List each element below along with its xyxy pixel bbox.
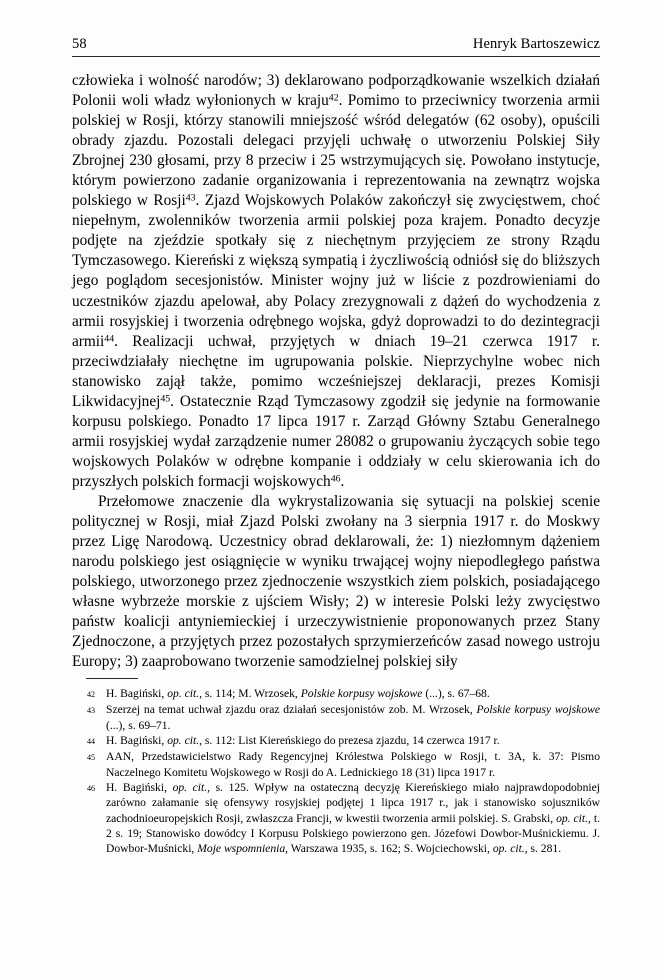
footnote-reference[interactable]: 46 [330,473,341,485]
text-run: , t. 2 s. 19; Stanowisko dowódcy I Korpusu Polskiego powierzono gen. Józefowi Dowbor-Muśnickiemu. J. Dowbor-Muśnicki, [106,811,600,856]
text-run: , s. 112: List Kiereńskiego do prezesa zjazdu, 14 czerwca 1917 r. [199,734,500,748]
footnote-separator-rule [86,678,138,679]
text-run: AAN, Przedstawicielstwo Rady Regencyjnej Królestwa Polskiego w Rosji, t. 3A, k. 37: Pismo Naczelnego Komitetu Wojskowego w Rosji do A. Lednickiego 18 (31) lipca 1917 r. [106,750,600,779]
body-paragraph [72,492,600,672]
footnote-number: 46 [87,784,96,794]
footnote-number: 45 [87,753,96,763]
page-content [72,36,600,672]
text-run: . Realizacji uchwał, przyjętych w dniach 19–21 czerwca 1917 r. przeciwdziałały niechętne im ugrupowania polskie. Nieprzychylne wobec nich stanowisko zajął także, pomimo wcześniejszej deklaracji, prezes Komisji Likwidacyjnej [72,332,600,410]
text-run: . Pomimo to przeciwnicy tworzenia armii polskiej w Rosji, którzy stanowili mniejszość wśród delegatów (62 osoby), opuścili obrady zjazdu. Pozostali delegaci przyjęli uchwałę o utworzeniu Polskiej Siły Zbrojnej 230 głosami, przy 8 przeciw i 25 wstrzymujących się. Powołano instytucje, którym powierzono zadanie organizowania i reprezentowania na zewnątrz wojska polskiego w Rosji [72,92,600,210]
italic-title: Moje wspomnienia [197,842,286,856]
text-run: . Zjazd Wojskowych Polaków zakończył się zwycięstwem, choć niepełnym, zwolenników tworzenia armii polskiej poza krajem. Ponadto decyzje podjęte na zjeździe spotkały się z niechętnym przyjęciem ze strony Rządu Tymczasowego. Kiereński z większą sympatią i życzliwością odniósł się do bliższych jego poglądom secesjonistów. Minister wojny już w liście z pozdrowieniami do uczestników zjazdu apelował, aby Polacy zrezygnowali z dążeń do wychodzenia z armii rosyjskiej i tworzenia odrębnego wojska, gdyż doprowadzi to do dezintegracji armii [72,192,600,350]
footnote-reference[interactable]: 45 [160,393,171,405]
italic-title: Polskie korpusy wojskowe [476,703,601,717]
text-run: H. Bagiński, [106,781,173,795]
footnote-entry [86,702,600,733]
footnote-text [106,749,600,780]
text-run: . Ostatecznie Rząd Tymczasowy zgodził się jedynie na formowanie korpusu polskiego. Ponadto 17 lipca 1917 r. Zarząd Główny Sztabu Generalnego armii rosyjskiej wydał zarządzenie numer 28082 o grupowaniu życzących sobie tego wojskowych Polaków w odrębne kompanie i oddziały w celu skierowania ich do przyszłych polskich formacji wojskowych [72,392,600,490]
italic-title: op. cit. [167,687,200,700]
text-run: (...), s. 67–68. [422,687,490,700]
footnote-reference[interactable]: 43 [185,192,196,204]
footnote-text [106,733,600,748]
body-paragraph [72,71,600,492]
text-run: Szerzej na temat uchwał zjazdu oraz działań secesjonistów zob. M. Wrzosek, [106,703,477,717]
footnotes-section [86,678,600,857]
footnote-reference[interactable]: 44 [104,332,115,344]
running-head-author: Henryk Bartoszewicz [472,36,600,52]
text-run: , Warszawa 1935, s. 162; S. Wojciechowski, [285,842,493,856]
italic-title: op. cit. [556,811,589,825]
text-run: H. Bagiński, [106,734,168,748]
body-text [72,71,600,672]
text-run: , s. 281. [524,842,562,856]
footnote-text [106,780,600,857]
text-run: . [340,472,345,490]
running-head [72,36,600,56]
page-number: 58 [72,36,87,52]
text-run: (...), s. 69–71. [106,718,171,732]
footnote-entry [86,733,600,749]
footnote-number: 43 [87,706,96,716]
footnote-entry [86,780,600,857]
footnote-number: 42 [87,690,96,699]
italic-title: op. cit. [492,842,525,856]
footnote-number: 44 [87,737,96,747]
text-run: człowieka i wolność narodów; 3) deklarowano podporządkowanie wszelkich działań Polonii woli władz wyłonionych w kraju [72,72,600,110]
text-run: H. Bagiński, [106,687,168,700]
text-run: Przełomowe znaczenie dla wykrystalizowania się sytuacji na polskiej scenie politycznej w Rosji, miał Zjazd Polski zwołany na 3 sierpnia 1917 r. do Moskwy przez Ligę Narodową. Uczestnicy obrad deklarowali, że: 1) niezłomnym dążeniem narodu polskiego jest osiągnięcie w wyniku trwającej wojny niepodległego państwa polskiego, utworzonego przez zjednoczenie wszystkich ziem polskich, posiadającego własne wybrzeże morskie z ujściem Wisły; 2) w interesie Polski leży zwycięstwo państw koalicji antyniemieckiej i urzeczywistnienie proponowanych przez Stany Zjednoczone, a przyjętych przez pozostałych sprzymierzeńców zasad nowego ustroju Europy; 3) zaaprobowano tworzenie samodzielnej polskiej siły [72,492,600,671]
footnote-text [106,702,600,733]
italic-title: Polskie korpusy wojskowe [300,687,423,700]
footnote-list [86,686,600,857]
footnote-entry [86,749,600,780]
text-run: , s. 114; M. Wrzosek, [199,687,301,700]
footnote-text [106,686,600,701]
footnote-entry [86,686,600,702]
text-run: , s. 125. Wpływ na ostateczną decyzję Kiereńskiego miało najprawdopodobniej zarówno załamanie się ofensywy rosyjskiej podjętej 1 lipca 1917 r., jak i stanowisko sojuszników zachodnioeuropejskich Rosji, zwłaszcza Francji, w kwestii tworzenia armii polskiej. S. Grabski, [106,781,600,825]
header-rule [72,56,600,57]
italic-title: op. cit. [167,734,200,748]
footnote-reference[interactable]: 42 [328,92,339,104]
italic-title: op. cit. [172,781,208,795]
